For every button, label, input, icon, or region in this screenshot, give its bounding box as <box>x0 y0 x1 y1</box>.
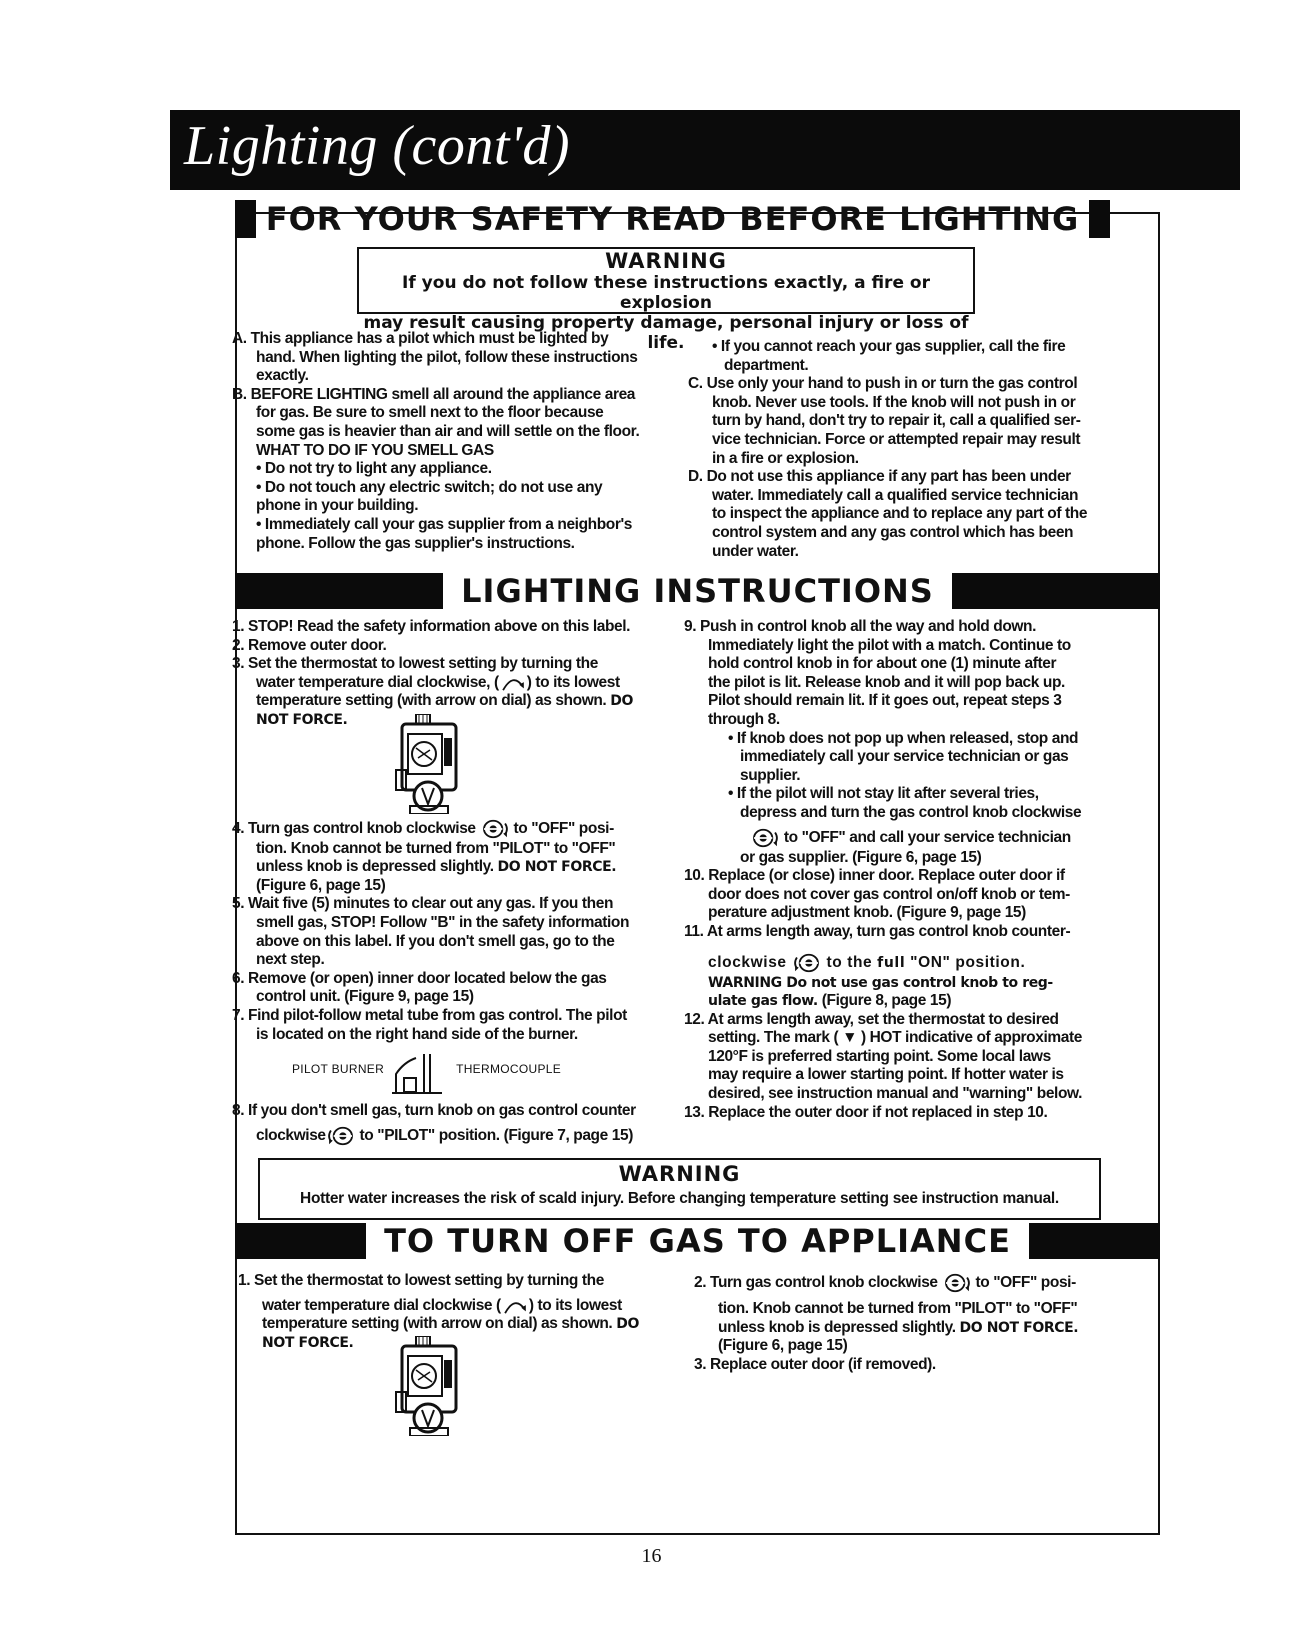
safety-c-line-1: C. Use only your hand to push in or turn the gas control <box>688 375 1078 393</box>
step-2: 2. Remove outer door. <box>232 636 387 654</box>
safety-bullet-2b: phone in your building. <box>256 497 419 515</box>
step-12e: desired, see instruction manual and "warning" below. <box>708 1085 1083 1103</box>
turn-off-step-1b: water temperature dial clockwise ( ) to its lowest <box>262 1296 622 1314</box>
step-9g2: immediately call your service technician or gas <box>740 748 1069 766</box>
safety-header <box>235 200 1110 238</box>
step-5b: smell gas, STOP! Follow "B" in the safety information <box>256 914 630 932</box>
step-6a: 6. Remove (or open) inner door located below the gas <box>232 969 607 987</box>
turn-off-left-column <box>238 1272 662 1436</box>
step-5a: 5. Wait five (5) minutes to clear out any gas. If you then <box>232 895 614 913</box>
scald-warning-text: Hotter water increases the risk of scald injury. Before changing temperature setting see instruction manual. <box>300 1190 1059 1207</box>
safety-header-text: FOR YOUR SAFETY READ BEFORE LIGHTING <box>265 200 1080 238</box>
clockwise-arrow-icon <box>501 1297 529 1315</box>
safety-bullet-3a: • Immediately call your gas supplier from a neighbor's <box>256 515 632 533</box>
safety-d-line-2: water. Immediately call a qualified service technician <box>712 486 1079 504</box>
safety-c-line-4: vice technician. Force or attempted repair may result <box>712 430 1081 448</box>
step-11d: ulate gas flow. (Figure 8, page 15) <box>708 992 952 1010</box>
title-bar <box>170 110 1240 190</box>
step-8a: 8. If you don't smell gas, turn knob on gas control counter <box>232 1102 636 1120</box>
safety-b-line-1: B. BEFORE LIGHTING smell all around the appliance area <box>232 385 636 403</box>
safety-a-line-3: exactly. <box>256 367 309 385</box>
safety-d-line-5: under water. <box>712 542 799 560</box>
safety-left-column <box>232 330 662 553</box>
turn-off-step-1a: 1. Set the thermostat to lowest setting by turning the <box>238 1272 604 1289</box>
step-10b: door does not cover gas control on/off knob or tem- <box>708 885 1070 903</box>
step-11a: 11. At arms length away, turn gas control knob counter- <box>684 922 1071 940</box>
safety-c-line-3: turn by hand, don't try to repair it, call a qualified ser- <box>712 412 1081 430</box>
safety-c-line-2: knob. Never use tools. If the knob will not push in or <box>712 393 1076 411</box>
safety-bullet-2a: • Do not touch any electric switch; do not use any <box>256 478 603 496</box>
turn-off-step-2b: tion. Knob cannot be turned from "PILOT" to "OFF" <box>718 1300 1078 1317</box>
lighting-header-text: LIGHTING INSTRUCTIONS <box>461 572 934 610</box>
step-6b: control unit. (Figure 9, page 15) <box>256 988 474 1006</box>
warning-line-2: may result causing property damage, personal injury or loss of life. <box>363 313 969 353</box>
step-10a: 10. Replace (or close) inner door. Replace outer door if <box>684 867 1065 885</box>
safety-a-line-2: hand. When lighting the pilot, follow these instructions <box>256 348 638 366</box>
gas-valve-dial-icon <box>394 1336 464 1436</box>
step-9b: Immediately light the pilot with a match. Continue to <box>708 636 1071 654</box>
gas-valve-dial-icon <box>394 714 464 814</box>
warning-title: WARNING <box>605 249 727 273</box>
step-7b: is located on the right hand side of the burner. <box>256 1025 578 1043</box>
step-9h4: or gas supplier. (Figure 6, page 15) <box>740 848 982 866</box>
safety-d-line-3: to inspect the appliance and to replace any part of the <box>712 505 1088 523</box>
step-9h3: to "OFF" and call your service technician <box>684 827 1106 849</box>
safety-d-line-4: control system and any gas control which has been <box>712 523 1074 541</box>
page-number: 16 <box>641 1545 662 1567</box>
step-4c: unless knob is depressed slightly. DO NOT FORCE. <box>256 858 617 876</box>
step-10c: perature adjustment knob. (Figure 9, page 15) <box>708 904 1026 922</box>
turn-off-right-column <box>694 1272 1106 1374</box>
lighting-left-column <box>232 618 662 1147</box>
page-title: Lighting (cont'd) <box>184 115 571 177</box>
lighting-right-column <box>684 618 1106 1122</box>
safety-b-line-3: some gas is heavier than air and will settle on the floor. <box>256 422 640 440</box>
step-4a: 4. Turn gas control knob clockwise to "OFF" posi- <box>232 818 662 840</box>
turn-off-header <box>235 1223 1160 1259</box>
warning-line-1: If you do not follow these instructions exactly, a fire or explosion <box>402 273 930 313</box>
step-9h1: • If the pilot will not stay lit after several tries, <box>728 785 1039 803</box>
safety-right-column <box>688 338 1106 561</box>
step-5d: next step. <box>256 951 325 969</box>
pilot-diagram <box>292 1052 662 1096</box>
step-9d: the pilot is lit. Release knob and it will pop back up. <box>708 673 1065 691</box>
clockwise-arrow-icon <box>499 674 527 692</box>
step-3c: temperature setting (with arrow on dial) as shown. DO <box>256 692 633 710</box>
step-9g3: supplier. <box>740 766 801 784</box>
step-3a: 3. Set the thermostat to lowest setting by turning the <box>232 655 598 673</box>
knob-clockwise-icon <box>480 818 510 840</box>
step-12a: 12. At arms length away, set the thermostat to desired <box>684 1010 1059 1028</box>
step-7a: 7. Find pilot-follow metal tube from gas control. The pilot <box>232 1007 627 1024</box>
step-9e: Pilot should remain lit. If it goes out, repeat steps 3 <box>708 692 1062 710</box>
safety-bullet-1: • Do not try to light any appliance. <box>256 460 492 478</box>
knob-clockwise-icon <box>942 1272 972 1294</box>
step-12d: may require a lower starting point. If hotter water is <box>708 1066 1064 1084</box>
step-8b: clockwise to "PILOT" position. (Figure 7, page 15) <box>232 1125 662 1147</box>
safety-b-line-4: WHAT TO DO IF YOU SMELL GAS <box>256 441 494 459</box>
thermocouple-label: THERMOCOUPLE <box>456 1061 562 1076</box>
safety-b-line-2: for gas. Be sure to smell next to the floor because <box>256 404 604 422</box>
safety-r-bullet-1b: department. <box>724 356 809 374</box>
step-3b: water temperature dial clockwise, ( ) to its lowest <box>256 673 620 691</box>
step-12c: 120°F is preferred starting point. Some local laws <box>708 1047 1051 1065</box>
turn-off-step-1d: NOT FORCE. <box>262 1334 354 1351</box>
safety-a-line-1: A. This appliance has a pilot which must be lighted by <box>232 330 609 347</box>
safety-r-bullet-1a: • If you cannot reach your gas supplier, call the fire <box>712 338 1066 355</box>
turn-off-step-2a: 2. Turn gas control knob clockwise to "OFF" posi- <box>694 1272 1106 1294</box>
safety-bullet-3b: phone. Follow the gas supplier's instructions. <box>256 534 575 552</box>
turn-off-step-1c: temperature setting (with arrow on dial) as shown. DO <box>262 1315 639 1333</box>
turn-off-header-text: TO TURN OFF GAS TO APPLIANCE <box>384 1222 1011 1260</box>
step-12b: setting. The mark ( ▼ ) HOT indicative of approximate <box>708 1029 1082 1047</box>
step-3d: NOT FORCE. <box>256 712 348 729</box>
pilot-burner-icon <box>390 1052 450 1096</box>
knob-counterclockwise-icon <box>326 1125 356 1147</box>
knob-clockwise-icon <box>750 827 780 849</box>
turn-off-step-2c: unless knob is depressed slightly. DO NOT FORCE. <box>718 1318 1079 1336</box>
step-5c: above on this label. If you don't smell gas, go to the <box>256 932 615 950</box>
knob-counterclockwise-icon <box>792 952 822 974</box>
step-4d: (Figure 6, page 15) <box>256 876 386 894</box>
scald-warning-title: WARNING <box>618 1162 741 1186</box>
turn-off-step-2d: (Figure 6, page 15) <box>718 1337 848 1355</box>
lighting-header <box>235 573 1160 609</box>
safety-d-line-1: D. Do not use this appliance if any part has been under <box>688 468 1071 486</box>
step-9a: 9. Push in control knob all the way and hold down. <box>684 618 1037 635</box>
step-11c: WARNING Do not use gas control knob to reg- <box>708 974 1053 991</box>
scald-warning-box <box>258 1158 1101 1220</box>
step-4b: tion. Knob cannot be turned from "PILOT" to "OFF" <box>256 839 616 857</box>
step-11b: clockwise to the full "ON" position. <box>684 952 1106 974</box>
step-1: 1. STOP! Read the safety information above on this label. <box>232 618 631 635</box>
pilot-burner-label: PILOT BURNER <box>292 1061 385 1076</box>
step-9c: hold control knob in for about one (1) minute after <box>708 655 1057 673</box>
step-9h2: depress and turn the gas control knob clockwise <box>740 803 1082 821</box>
step-13: 13. Replace the outer door if not replaced in step 10. <box>684 1103 1048 1121</box>
step-9f: through 8. <box>708 710 780 728</box>
safety-c-line-5: in a fire or explosion. <box>712 449 859 467</box>
step-9g1: • If knob does not pop up when released, stop and <box>728 729 1079 747</box>
turn-off-step-3: 3. Replace outer door (if removed). <box>694 1355 936 1373</box>
